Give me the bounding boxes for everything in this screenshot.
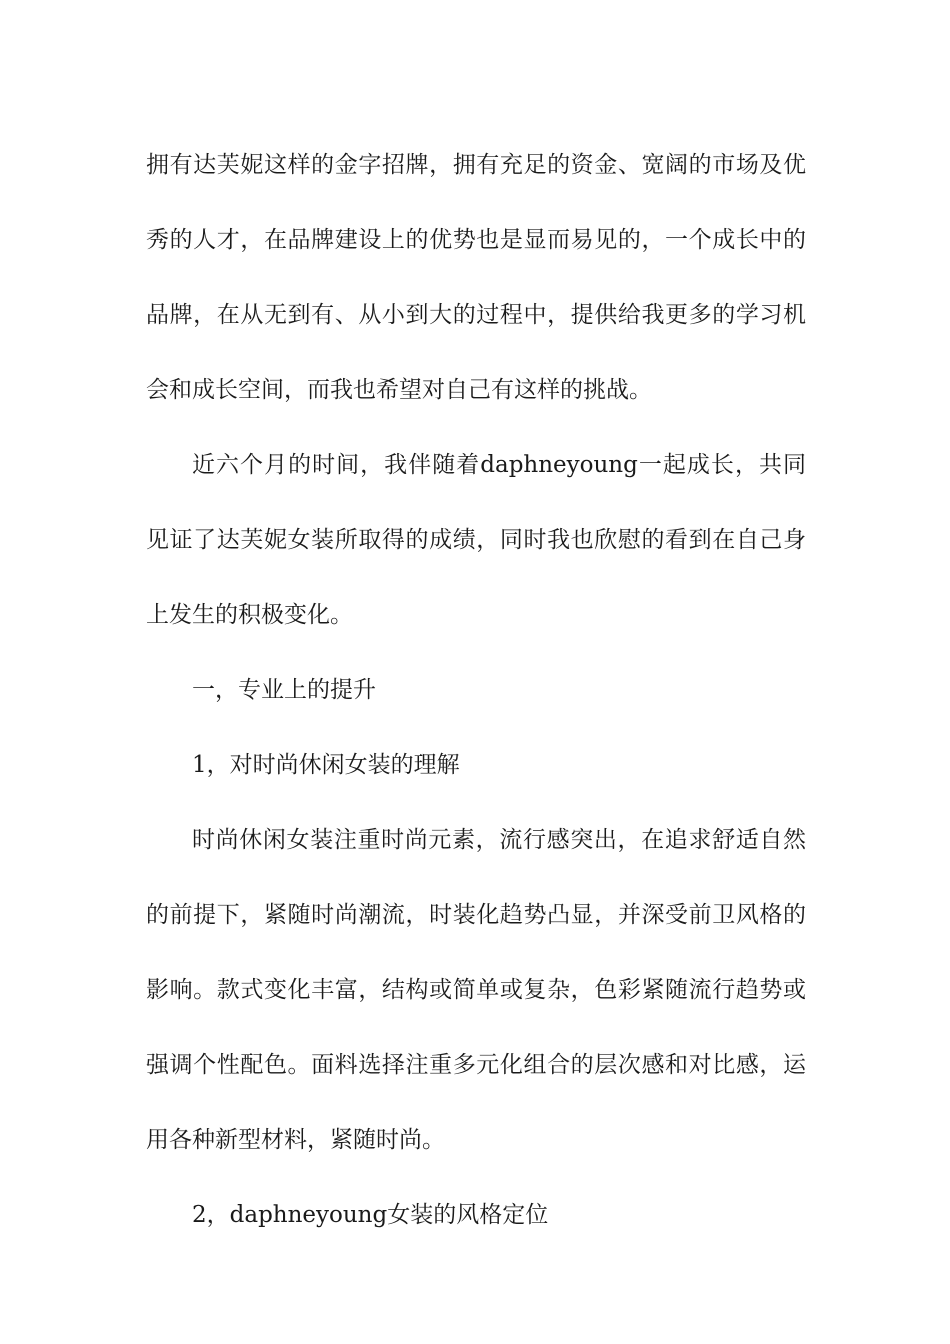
paragraph-brand-advantage: 拥有达芙妮这样的金字招牌，拥有充足的资金、宽阔的市场及优秀的人才，在品牌建设上的优势也是显而易见的，一个成长中的品牌，在从无到有、从小到大的过程中，提供给我更多的学习机会和成长空间，而我也希望对自己有这样的挑战。 xyxy=(146,152,806,403)
subheading-style-positioning: 2，daphneyoung女装的风格定位 xyxy=(192,1202,549,1228)
paragraph-casual-wear-description: 时尚休闲女装注重时尚元素，流行感突出，在追求舒适自然的前提下，紧随时尚潮流，时装化趋势凸显，并深受前卫风格的影响。款式变化丰富，结构或简单或复杂，色彩紧随流行趋势或强调个性配色。面料选择注重多元化组合的层次感和对比感，运用各种新型材料，紧随时尚。 xyxy=(146,827,806,1153)
document-body xyxy=(146,128,806,1253)
paragraph-six-months: 近六个月的时间，我伴随着daphneyoung一起成长，共同见证了达芙妮女装所取得的成绩，同时我也欣慰的看到在自己身上发生的积极变化。 xyxy=(146,452,806,628)
section-heading-professional: 一，专业上的提升 xyxy=(192,677,376,703)
subheading-casual-wear: 1，对时尚休闲女装的理解 xyxy=(192,752,460,778)
